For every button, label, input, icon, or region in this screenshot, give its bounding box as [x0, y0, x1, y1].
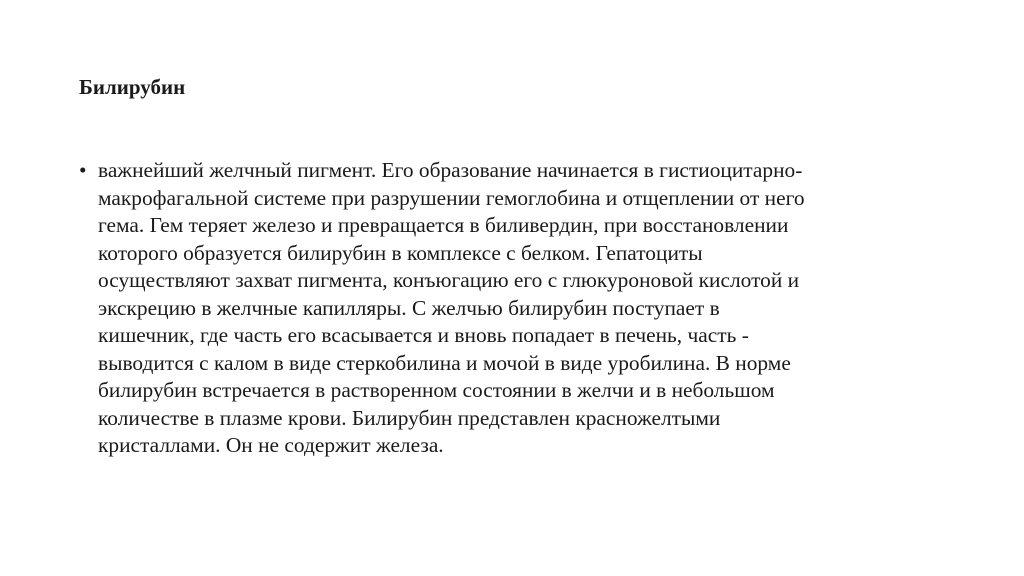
bullet-line: количестве в плазме крови. Билирубин представлен красножелтыми	[98, 405, 721, 430]
bullet-line: кишечник, где часть его всасывается и вновь попадает в печень, часть -	[98, 323, 749, 347]
bullet-line: выводится с калом в виде стеркобилина и мочой в виде уробилина. В норме	[98, 350, 791, 375]
bullet-line: которого образуется билирубин в комплексе с белком. Гепатоциты	[98, 240, 703, 265]
bullet-item	[79, 157, 959, 460]
bullet-line: гема. Гем теряет железо и превращается в биливердин, при восстановлении	[98, 213, 789, 237]
bullet-line: экскрецию в желчные капилляры. С желчью билирубин поступает в	[98, 295, 720, 320]
bullet-line: осуществляют захват пигмента, конъюгацию его с глюкуроновой кислотой и	[98, 268, 800, 292]
bullet-line: кристаллами. Он не содержит железа.	[98, 433, 444, 457]
bullet-dot-icon: •	[79, 158, 87, 182]
bullet-list	[79, 157, 959, 460]
slide-title: Билирубин	[79, 75, 186, 99]
bullet-line: билирубин встречается в растворенном состоянии в желчи и в небольшом	[98, 378, 775, 402]
bullet-line: важнейший желчный пигмент. Его образование начинается в гистиоцитарно-	[98, 158, 803, 182]
bullet-line: макрофагальной системе при разрушении гемоглобина и отщеплении от него	[98, 185, 805, 210]
